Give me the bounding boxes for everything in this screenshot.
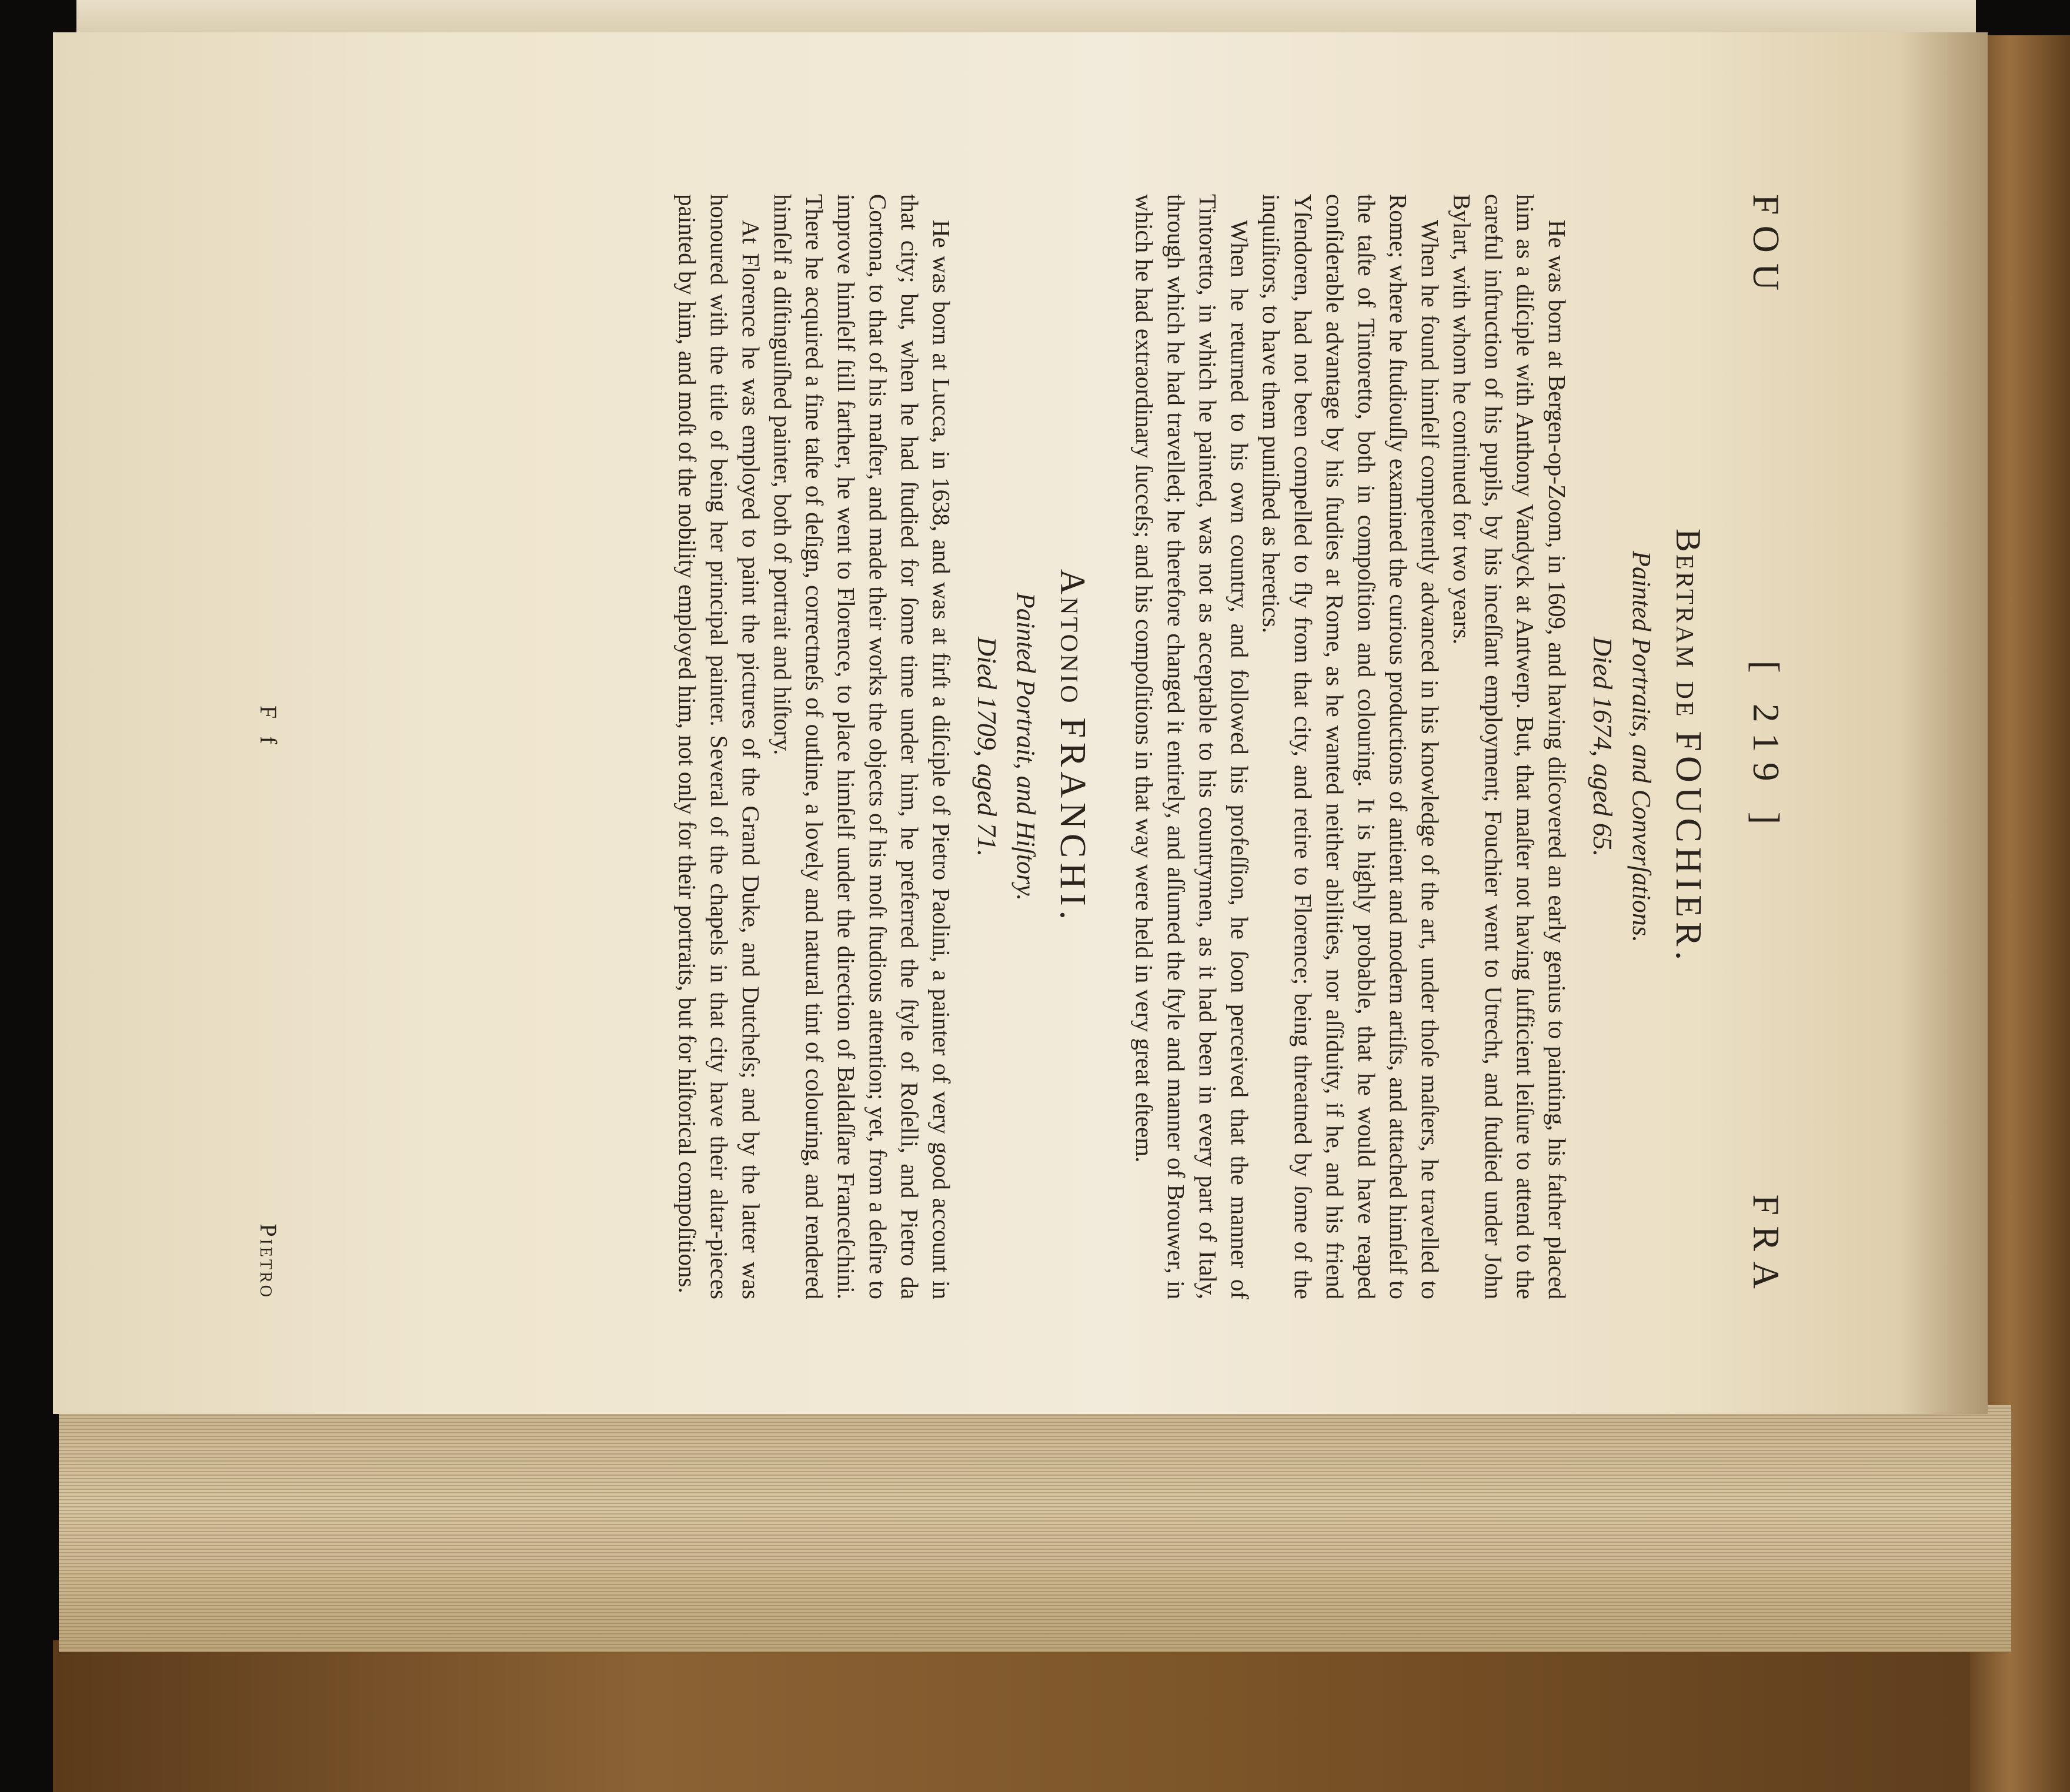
catchword: Pietro <box>255 1223 282 1299</box>
page-number: [ 219 ] <box>1745 660 1787 835</box>
paragraph: When he returned to his own country, and followed his profeſſion, he ſoon perceived that the manner of Tintoretto, in which he painted, was not as acceptable to his countrymen, as it had been in every part of Italy, through which he had travelled; he therefore changed it entirely, and aſſumed the ſtyle and manner of Brouwer, in which he had extraordinary ſucceſs; and his compoſitions in that way were held in very great eſteem. <box>1131 194 1253 1299</box>
entry-died: Died 1709, aged 71. <box>972 636 1002 857</box>
signature-mark: Ff <box>255 706 282 762</box>
running-head-right: FRA <box>1745 1194 1787 1299</box>
entry-first-name: Antonio <box>1053 569 1092 706</box>
page-block-edges <box>59 1405 2011 1652</box>
running-head-left: FOU <box>1745 194 1787 302</box>
entry-subtitle: Painted Portrait, and Hiſtory. <box>1011 592 1040 901</box>
spacer <box>1099 194 1129 1299</box>
leather-board-bottom <box>53 1640 2023 1792</box>
paragraph: When he found himſelf competently advanced in his knowledge of the art, under thoſe maſters, he travelled to Rome; where he ſtudiouſly examined the curious productions of antient and modern artiſts, and attached himſelf to the taſte of Tintoretto, both in compoſition and colouring. It is highly probable, that he would have reaped conſiderable advantage by his ſtudies at Rome, as he wanted neither abilities, nor aſſiduity, if he, and his friend Yſendoren, had not been compelled to fly from that city, and retire to Florence; being threatned by ſome of the inquiſitors, to have them puniſhed as heretics. <box>1258 194 1444 1299</box>
gutter-shadow <box>1899 32 1988 1414</box>
entry-died: Died 1674, aged 65. <box>1588 636 1618 857</box>
entry-first-name: Bertram de <box>1669 528 1708 719</box>
running-head <box>1744 194 1788 1299</box>
paragraph: He was born at Lucca, in 1638, and was at firſt a diſciple of Pietro Paolini, a painter of very good account in that city; but, when he had ſtudied for ſome time under him, he preferred the ſtyle of Roſelli, and Pietro da Cortona, to that of his maſter, and made their works the objects of his moſt ſtudious attention; yet, from a deſire to improve himſelf ſtill farther, he went to Florence, to place himſelf under the direction of Baldaſſare Franceſchini. There he acquired a fine taſte of deſign, correctneſs of outline, a lovely and natural tint of colouring, and rendered himſelf a diſtinguiſhed painter, both of portrait and hiſtory. <box>769 194 955 1299</box>
paragraph: At Florence he was employed to paint the pictures of the Grand Duke, and Dutcheſs; and by the latter was honoured with the title of being her principal painter. Several of the chapels in that city have their altar-pieces painted by him, and moſt of the nobility employed him, not only for their portraits, but for hiſtorical compoſitions. <box>674 194 764 1299</box>
rotated-text-block <box>200 194 1788 1299</box>
entry-heading-fouchier <box>1667 194 1709 1299</box>
entry-surname: FOUCHIER. <box>1668 731 1708 965</box>
paragraph: He was born at Bergen-op-Zoom, in 1609, and having diſcovered an early genius to painting, his father placed him as a diſciple with Anthony Vandyck at Antwerp. But, that maſter not having ſufficient leiſure to attend to the careful inſtruction of his pupils, by his inceſſant employment; Fouchier went to Utrecht, and ſtudied under John Bylart, with whom he continued for two years. <box>1448 194 1571 1299</box>
entry-heading-franchi <box>1051 194 1093 1299</box>
entry-surname: FRANCHI. <box>1053 717 1093 925</box>
facing-page-edge <box>76 0 1976 35</box>
entry-subtitle: Painted Portraits, and Converſations. <box>1627 550 1656 943</box>
